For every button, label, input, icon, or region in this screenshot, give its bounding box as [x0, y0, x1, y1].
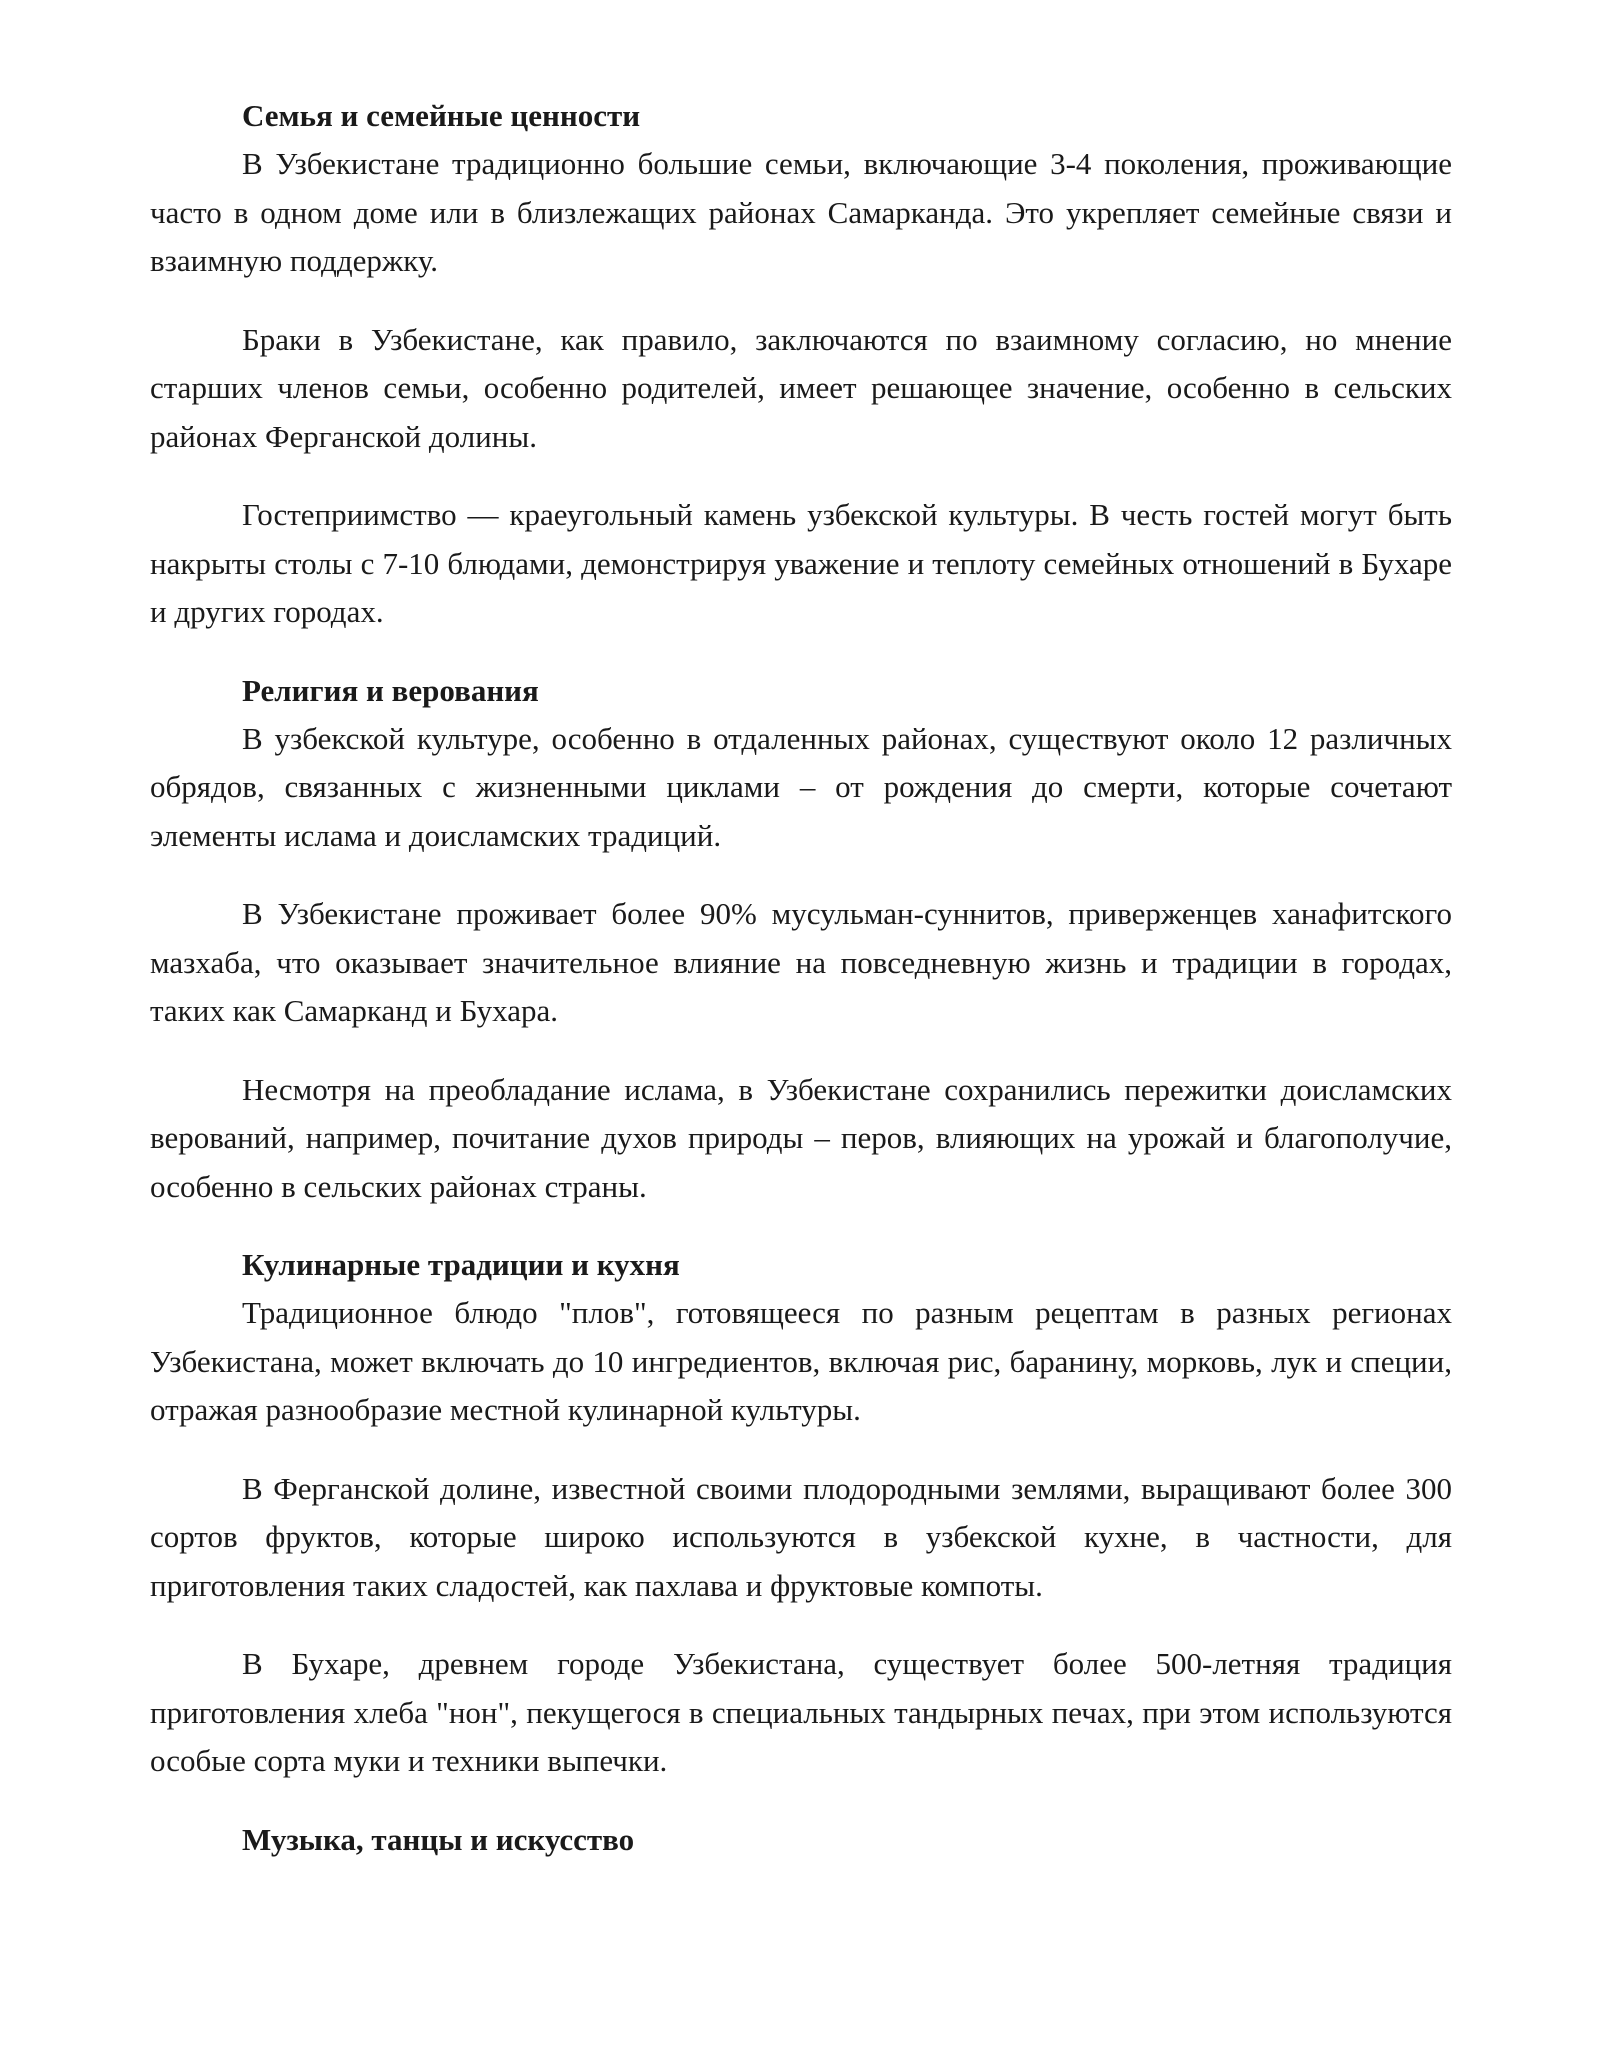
paragraph: В Ферганской долине, известной своими плодородными землями, выращивают более 300 сортов фруктов, которые широко используются в узбекской кухне, в частности, для приготовления таких сладостей, как пахлава и фруктовые компоты.	[150, 1470, 1452, 1603]
paragraph: Браки в Узбекистане, как правило, заключаются по взаимному согласию, но мнение старших членов семьи, особенно родителей, имеет решающее значение, особенно в сельских районах Ферганской долины.	[150, 321, 1452, 454]
section-heading: Кулинарные традиции и кухня	[242, 1247, 680, 1282]
paragraph: В Узбекистане проживает более 90% мусульман-суннитов, приверженцев ханафитского мазхаба, что оказывает значительное влияние на повседневную жизнь и традиции в городах, таких как Самарканд и Бухара.	[150, 896, 1452, 1028]
section-cuisine	[150, 1241, 1452, 1786]
section-religion	[150, 667, 1452, 1212]
document-body	[150, 92, 1452, 1864]
section-heading: Религия и верования	[242, 672, 539, 708]
paragraph: В Узбекистане традиционно большие семьи, включающие 3-4 поколения, проживающие часто в одном доме или в близлежащих районах Самарканда. Это укрепляет семейные связи и взаимную поддержку.	[150, 146, 1452, 278]
paragraph: В Бухаре, древнем городе Узбекистана, существует более 500-летняя традиция приготовления хлеба "нон", пекущегося в специальных тандырных печах, при этом используются особые сорта муки и техники выпечки.	[150, 1646, 1452, 1778]
paragraph: Гостеприимство — краеугольный камень узбекской культуры. В честь гостей могут быть накрыты столы с 7-10 блюдами, демонстрируя уважение и теплоту семейных отношений в Бухаре и других городах.	[150, 497, 1452, 629]
section-heading: Семья и семейные ценности	[242, 98, 641, 133]
section-heading-music: Музыка, танцы и искусство	[242, 1821, 635, 1857]
paragraph: Несмотря на преобладание ислама, в Узбекистане сохранились пережитки доисламских верований, например, почитание духов природы – перов, влияющих на урожай и благополучие, особенно в сельских районах страны.	[150, 1071, 1452, 1204]
section-family	[150, 92, 1452, 637]
paragraph: Традиционное блюдо "плов", готовящееся по разным рецептам в разных регионах Узбекистана, может включать до 10 ингредиентов, включая рис, баранину, морковь, лук и специи, отражая разнообразие местной кулинарной культуры.	[150, 1295, 1452, 1427]
paragraph: В узбекской культуре, особенно в отдаленных районах, существуют около 12 различных обрядов, связанных с жизненными циклами – от рождения до смерти, которые сочетают элементы ислама и доисламских традиций.	[150, 720, 1452, 853]
